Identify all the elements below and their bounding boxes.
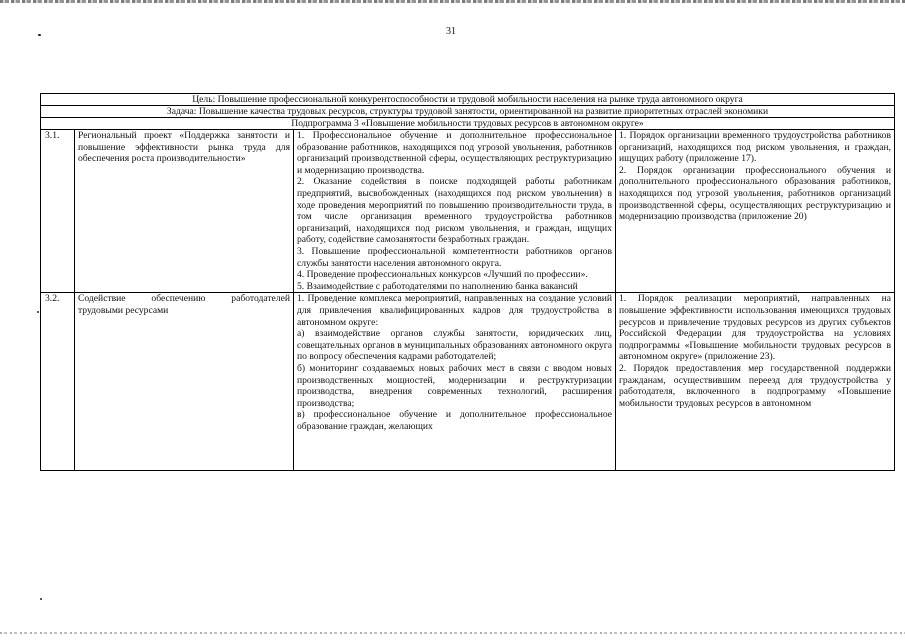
document-item: 1. Порядок организации временного трудоустройства работников организаций, находящихся под риском увольнения, и граждан, ищущих работу (приложение 17). <box>619 130 892 165</box>
documents-cell <box>616 130 895 293</box>
row-number: 3.2. <box>41 293 75 471</box>
scan-top-edge <box>0 0 905 3</box>
measure-item: а) взаимодействие органов службы занятости, юридических лиц, совещательных органов в муниципальных образованиях автономного округа по вопросу обеспечения кадрами работодателей; <box>297 328 612 363</box>
scan-speck <box>40 598 42 600</box>
measure-item: 5. Взаимодействие с работодателями по наполнению банка вакансий <box>297 280 578 292</box>
measures-cell <box>294 293 616 471</box>
measure-item: в) профессиональное обучение и дополнительное профессиональное образование граждан, желающих <box>297 409 612 432</box>
project-name: Содействие обеспечению работодателей трудовыми ресурсами <box>75 293 294 471</box>
measure-item: 1. Профессиональное обучение и дополнительное профессиональное образование работников, находящихся под угрозой увольнения, работников организаций производственной сферы, осуществляющих реструктуризацию и модернизацию производства. <box>297 130 612 176</box>
table-row <box>41 293 895 471</box>
subprogram-cell: Подпрограмма 3 «Повышение мобильности трудовых ресурсов в автономном округе» <box>41 118 895 130</box>
program-table <box>40 93 895 471</box>
scan-speck <box>38 34 41 36</box>
document-item: 1. Порядок реализации мероприятий, направленных на повышение эффективности использования имеющихся трудовых ресурсов и привлечение трудовых ресурсов из других субъектов Российской Федерации для трудоустройства на условиях подпрограммы «Повышение мобильности трудовых ресурсов в автономном округе» (приложение 23). <box>619 293 892 363</box>
subprogram-row <box>41 118 895 130</box>
scan-speck <box>37 311 39 313</box>
measure-item: б) мониторинг создаваемых новых рабочих мест в связи с вводом новых производственных мощностей, модернизации и реструктуризации производства, внедрения современных технологий, расширения производства; <box>297 362 612 409</box>
measures-cell <box>294 130 616 293</box>
measure-item: 3. Повышение профессиональной компетентности работников органов службы занятости населения автономного округа. <box>297 246 612 269</box>
document-item: 2. Порядок предоставления мер государственной поддержки гражданам, осуществившим переезд для трудоустройства у работодателя, включенного в подпрограмму «Повышение мобильности трудовых ресурсов в автономном <box>619 362 892 409</box>
task-cell: Задача: Повышение качества трудовых ресурсов, структуры трудовой занятости, ориентированной на развитие приоритетных отраслей экономики <box>41 106 895 118</box>
page-number: 31 <box>446 26 456 37</box>
measure-item: 1. Проведение комплекса мероприятий, направленных на создание условий для привлечения квалифицированных кадров для трудоустройства в автономном округе: <box>297 293 612 328</box>
task-row <box>41 106 895 118</box>
measure-item: 2. Оказание содействия в поиске подходящей работы работникам предприятий, высвобожденных (находящихся под риском увольнения) в ходе проведения мероприятий по повышению производительности труда, в том числе организация временного трудоустройства работников организаций, находящихся под риском увольнения, и граждан, ищущих работу, содействие самозанятости безработных граждан. <box>297 176 612 246</box>
project-name: Региональный проект «Поддержка занятости и повышение эффективности рынка труда для обеспечения роста производительности» <box>75 130 294 293</box>
document-item: 2. Порядок организации профессионального обучения и дополнительного профессионального образования работников, находящихся под угрозой увольнения, работников организаций производственной сферы, осуществляющих реструктуризацию и модернизацию производства (приложение 20) <box>619 164 892 223</box>
row-number: 3.1. <box>41 130 75 293</box>
scan-bottom-edge <box>0 632 905 634</box>
table-row <box>41 130 895 293</box>
measure-item: 4. Проведение профессиональных конкурсов «Лучший по профессии». <box>297 269 588 281</box>
documents-cell <box>616 293 895 471</box>
goal-row <box>41 94 895 106</box>
goal-cell: Цель: Повышение профессиональной конкурентоспособности и трудовой мобильности населения на рынке труда автономного округа <box>41 94 895 106</box>
